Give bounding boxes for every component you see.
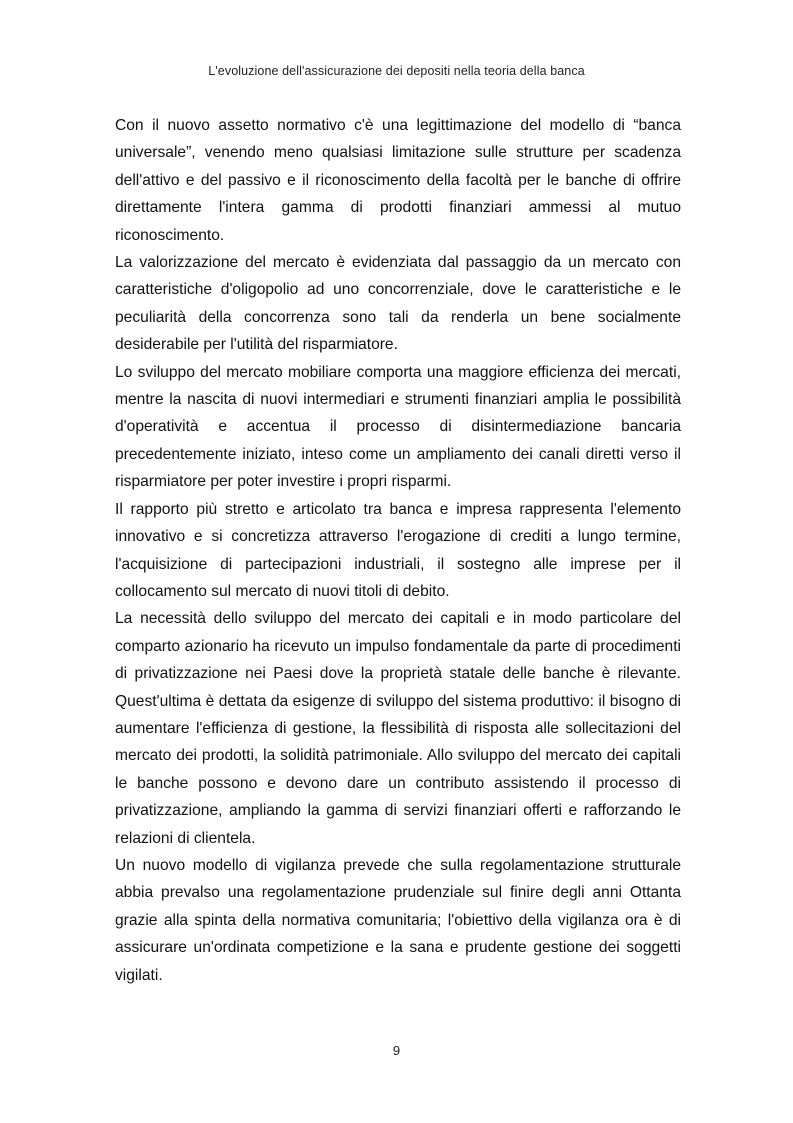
body-text (115, 112, 681, 989)
paragraph-capital-market: La necessità dello sviluppo del mercato dei capitali e in modo particolare del comparto azionario ha ricevuto un impulso fondamentale da parte di procedimenti di privatizzazione nei Paesi dove la proprietà statale delle banche è rilevante. Quest'ultima è dettata da esigenze di sviluppo del sistema produttivo: il bisogno di aumentare l'efficienza di gestione, la flessibilità di risposta alle sollecitazioni del mercato dei prodotti, la solidità patrimoniale. Allo sviluppo del mercato dei capitali le banche possono e devono dare un contributo assistendo il processo di privatizzazione, ampliando la gamma di servizi finanziari offerti e rafforzando le relazioni di clientela. (115, 610, 681, 847)
paragraph-market-valorization: La valorizzazione del mercato è evidenziata dal passaggio da un mercato con caratteristiche d'oligopolio ad uno concorrenziale, dove le caratteristiche e le peculiarità della concorrenza sono tali da renderla un bene socialmente desiderabile per l'utilità del risparmiatore. (115, 254, 681, 354)
running-header: L'evoluzione dell'assicurazione dei depositi nella teoria della banca (208, 64, 585, 78)
paragraph-bank-enterprise: Il rapporto più stretto e articolato tra banca e impresa rappresenta l'elemento innovativo e si concretizza attraverso l'erogazione di crediti a lungo termine, l'acquisizione di partecipazioni industriali, il sostegno alle imprese per il collocamento sul mercato di nuovi titoli di debito. (115, 500, 681, 600)
paragraph-securities-market: Lo sviluppo del mercato mobiliare comporta una maggiore efficienza dei mercati, mentre la nascita di nuovi intermediari e strumenti finanziari amplia le possibilità d'operatività e accentua il processo di disintermediazione bancaria precedentemente iniziato, inteso come un ampliamento dei canali diretti verso il risparmiatore per poter investire i propri risparmi. (115, 363, 681, 491)
paragraph-supervision-model: Un nuovo modello di vigilanza prevede che sulla regolamentazione strutturale abbia prevalso una regolamentazione prudenziale sul finire degli anni Ottanta grazie alla spinta della normativa comunitaria; l'obiettivo della vigilanza ora è di assicurare un'ordinata competizione e la sana e prudente gestione dei soggetti vigilati. (115, 856, 681, 984)
page-number: 9 (392, 1043, 401, 1058)
paragraph-universal-bank: Con il nuovo assetto normativo c'è una legittimazione del modello di “banca universale”, venendo meno qualsiasi limitazione sulle strutture per scadenza dell'attivo e del passivo e il riconoscimento della facoltà per le banche di offrire direttamente l'intera gamma di prodotti finanziari ammessi al mutuo riconoscimento. (115, 117, 681, 244)
